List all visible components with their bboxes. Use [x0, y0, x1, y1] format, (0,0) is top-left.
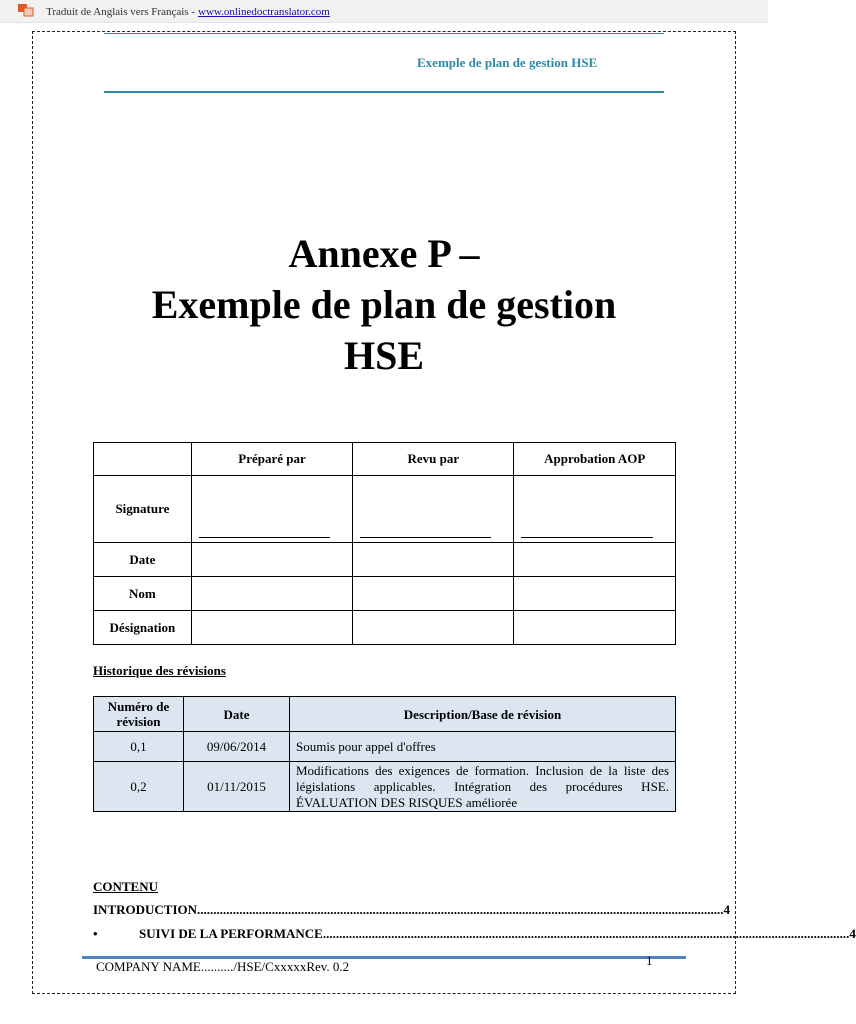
revision-date: 01/11/2015: [184, 762, 290, 812]
approval-cell: [514, 543, 676, 577]
approval-row-label: Désignation: [94, 611, 192, 645]
approval-header-reviewed: Revu par: [353, 443, 514, 476]
title-line-1: Annexe P –: [288, 231, 480, 276]
toc-entry-page: 4: [723, 902, 731, 917]
footer-text: COMPANY NAME........../HSE/CxxxxxRev. 0.2: [96, 959, 350, 974]
revision-number: 0,1: [94, 732, 184, 762]
toc-entry-label: INTRODUCTION: [93, 902, 198, 917]
revision-number: 0,2: [94, 762, 184, 812]
approval-row-label: Signature: [94, 476, 192, 543]
approval-row-name: [94, 577, 676, 611]
approval-cell: [353, 611, 514, 645]
approval-header-approval: Approbation AOP: [514, 443, 676, 476]
approval-table: [93, 442, 676, 645]
page-number: 1: [646, 953, 653, 968]
header-rule-bottom: [104, 91, 664, 93]
revision-date: 09/06/2014: [184, 732, 290, 762]
approval-header-row: [94, 443, 676, 476]
revision-history-title: Historique des révisions: [93, 663, 226, 678]
signature-cell-reviewed: [353, 476, 514, 543]
revision-description: Soumis pour appel d'offres: [290, 732, 676, 762]
signature-cell-prepared: [191, 476, 352, 543]
signature-line: [360, 537, 491, 538]
revision-header-number: Numéro de révision: [94, 697, 184, 732]
bullet-icon: •: [93, 926, 98, 941]
signature-line: [199, 537, 330, 538]
signature-cell-approval: [514, 476, 676, 543]
approval-row-date: [94, 543, 676, 577]
title-line-2: Exemple de plan de gestion: [151, 282, 617, 327]
revision-row: [94, 732, 676, 762]
translator-text: [46, 6, 330, 18]
signature-line: [521, 537, 653, 538]
title-line-3: HSE: [343, 333, 425, 378]
approval-header-prepared: Préparé par: [191, 443, 352, 476]
toc-entry-page: 4: [849, 926, 856, 941]
approval-cell: [191, 611, 352, 645]
running-header: Exemple de plan de gestion HSE: [417, 55, 598, 70]
approval-header-empty: [94, 443, 192, 476]
approval-row-label: Date: [94, 543, 192, 577]
document-title: [94, 228, 674, 381]
approval-row-label: Nom: [94, 577, 192, 611]
toc-leader-dots: ..................................................................................................................................................................: [197, 902, 724, 917]
header-rule-top: [104, 33, 664, 34]
approval-cell: [353, 577, 514, 611]
toc-entry[interactable]: [93, 902, 731, 918]
approval-cell: [353, 543, 514, 577]
revision-table: [93, 696, 676, 812]
revision-header-date: Date: [184, 697, 290, 732]
revision-header-row: [94, 697, 676, 732]
toc-entry-label-wrap: [93, 926, 323, 942]
revision-description: Modifications des exigences de formation. Inclusion de la liste des législations applicables. Intégration des procédures HSE. ÉVALUATION DES RISQUES améliorée: [290, 762, 676, 812]
toc-entry[interactable]: [93, 926, 856, 942]
approval-cell: [514, 611, 676, 645]
revision-row: [94, 762, 676, 812]
toc-leader-dots: ..................................................................................................................................................................: [322, 926, 850, 941]
contents-title: CONTENU: [93, 879, 159, 894]
approval-row-designation: [94, 611, 676, 645]
translator-label: Traduit de Anglais vers Français -: [46, 6, 195, 18]
approval-cell: [191, 577, 352, 611]
translator-logo-icon: [18, 4, 34, 16]
approval-row-signature: [94, 476, 676, 543]
toc-entry-label: SUIVI DE LA PERFORMANCE: [139, 926, 323, 941]
translator-bar: [0, 0, 768, 23]
revision-header-description: Description/Base de révision: [290, 697, 676, 732]
approval-cell: [191, 543, 352, 577]
approval-cell: [514, 577, 676, 611]
translator-link[interactable]: www.onlinedoctranslator.com: [198, 6, 330, 18]
